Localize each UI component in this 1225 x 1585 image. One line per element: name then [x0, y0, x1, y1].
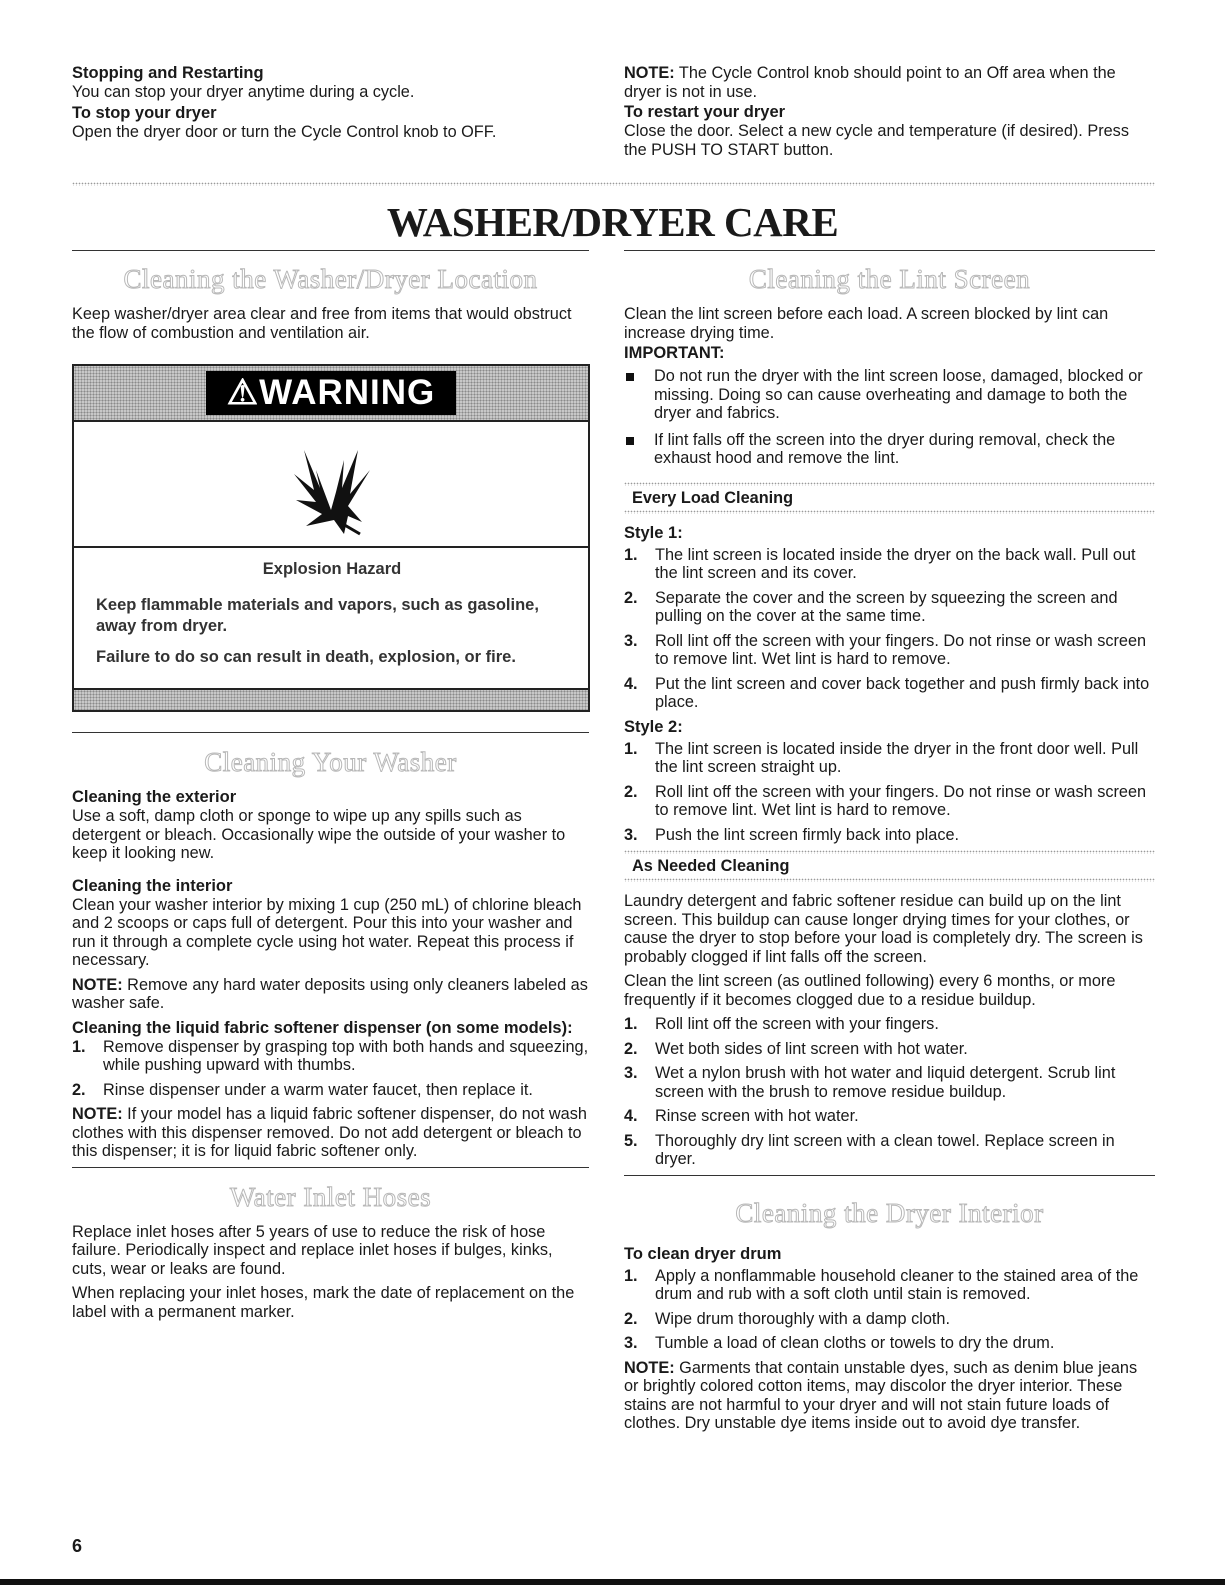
step-text: Rinse dispenser under a warm water faucet, then replace it.: [103, 1080, 533, 1099]
step-number: 1.: [624, 545, 638, 564]
warning-footer: [74, 690, 588, 710]
note-text: Remove any hard water deposits using only cleaners labeled as washer safe.: [72, 975, 588, 1012]
warning-line-2: Failure to do so can result in death, explosion, or fire.: [96, 648, 516, 666]
step-text: Roll lint off the screen with your fingers.: [655, 1015, 939, 1033]
warning-box: [72, 364, 590, 712]
step-text: Wet both sides of lint screen with hot water.: [655, 1039, 968, 1058]
list-item: [624, 1064, 1155, 1101]
step-text: Apply a nonflammable household cleaner to the stained area of the drum and rub with a soft cloth until stain is removed.: [655, 1266, 1139, 1303]
important-label: IMPORTANT:: [624, 344, 725, 362]
drum-steps: [624, 1267, 1155, 1353]
bullet-icon: [626, 437, 634, 445]
step-number: 2.: [624, 782, 638, 801]
step-number: 1.: [624, 739, 638, 758]
every-load-band: [624, 482, 1155, 514]
stopping-heading: Stopping and Restarting: [72, 64, 264, 82]
step-number: 2.: [624, 1309, 638, 1328]
style2-heading: Style 2:: [624, 717, 683, 736]
step-number: 5.: [624, 1131, 638, 1150]
step-number: 4.: [624, 1107, 638, 1125]
list-item: [624, 1132, 1155, 1169]
step-text: Thoroughly dry lint screen with a clean towel. Replace screen in dryer.: [655, 1131, 1115, 1168]
note-label: NOTE:: [624, 1358, 675, 1377]
stopping-section: [72, 64, 592, 147]
list-item: [72, 1038, 589, 1075]
note-label: NOTE:: [624, 64, 675, 82]
list-item: [624, 740, 1155, 777]
hoses-text-1: Replace inlet hoses after 5 years of use to reduce the risk of hose failure. Periodically inspect and replace inlet hoses if bulges, kinks, cuts, wear or leaks are found.: [72, 1222, 553, 1278]
section-rule: [72, 732, 589, 733]
list-item: [624, 546, 1155, 583]
stopping-text: You can stop your dryer anytime during a cycle.: [72, 83, 415, 101]
step-number: 4.: [624, 674, 638, 693]
restart-section: [624, 64, 1154, 165]
step-number: 3.: [624, 631, 638, 650]
step-number: 1.: [624, 1266, 638, 1285]
dispenser-heading: Cleaning the liquid fabric softener dispenser (on some models):: [72, 1018, 573, 1037]
note-label: NOTE:: [72, 1105, 123, 1123]
hazard-title: Explosion Hazard: [262, 560, 402, 578]
note-text: Garments that contain unstable dyes, such as denim blue jeans or brightly colored cotton items, may discolor the dryer interior. These stains are not harmful to your dryer and will not stain future loads of clothes. Dry unstable dye items inside out to avoid dye transfer.: [624, 1358, 1138, 1432]
every-load-heading: Every Load Cleaning: [632, 488, 794, 507]
step-number: 3.: [624, 825, 638, 844]
list-item: [624, 1015, 1155, 1034]
step-text: Wet a nylon brush with hot water and liquid detergent. Scrub lint screen with the brush to remove residue buildup.: [655, 1064, 1116, 1101]
step-text: Put the lint screen and cover back together and push firmly back into place.: [655, 674, 1150, 711]
step-number: 3.: [624, 1334, 638, 1352]
page-title: WASHER/DRYER CARE: [386, 199, 839, 245]
step-number: 2.: [72, 1080, 86, 1099]
hoses-text-2: When replacing your inlet hoses, mark the date of replacement on the label with a permanent marker.: [72, 1284, 575, 1321]
warning-line-1: Keep flammable materials and vapors, such as gasoline, away from dryer.: [96, 596, 539, 635]
note-label: NOTE:: [72, 975, 123, 994]
note-text: If your model has a liquid fabric softener dispenser, do not wash clothes with this dispenser removed. Do not add detergent or bleach to this dispenser; it is for liquid fabric softener only.: [72, 1105, 587, 1160]
step-number: 1.: [72, 1037, 86, 1056]
lint-title: Cleaning the Lint Screen: [748, 264, 1031, 294]
bottom-edge: [0, 1579, 1225, 1585]
as-needed-steps: [624, 1015, 1155, 1169]
to-stop-text: Open the dryer door or turn the Cycle Control knob to OFF.: [72, 122, 497, 141]
to-restart-heading: To restart your dryer: [624, 103, 786, 121]
list-item: [72, 1081, 589, 1100]
exterior-heading: Cleaning the exterior: [72, 788, 237, 806]
list-item: [624, 783, 1155, 820]
washer-title: Cleaning Your Washer: [204, 747, 457, 777]
bullet-text: If lint falls off the screen into the dryer during removal, check the exhaust hood and remove the lint.: [654, 430, 1116, 467]
bullet-text: Do not run the dryer with the lint screen loose, damaged, blocked or missing. Doing so can cause overheating and damage to both the dryer and fabrics.: [654, 367, 1143, 422]
important-bullets: [624, 367, 1155, 468]
note-text: The Cycle Control knob should point to an Off area when the dryer is not in use.: [624, 64, 1116, 101]
bullet-icon: [626, 373, 634, 381]
list-item: [624, 1334, 1155, 1353]
list-item: [624, 632, 1155, 669]
list-item: [624, 367, 1155, 423]
warning-label: ⚠WARNING: [206, 371, 456, 415]
interior-text: Clean your washer interior by mixing 1 cup (250 mL) of chlorine bleach and 2 scoops or caps full of detergent. Pour this into your washer and run it through a complete cycle using hot water. Repeat this process if necessary.: [72, 895, 582, 969]
explosion-icon: [286, 430, 376, 538]
band-top-dots: [624, 482, 1155, 486]
list-item: [624, 1040, 1155, 1059]
step-text: Remove dispenser by grasping top with both hands and squeezing, while pushing upward with thumbs.: [103, 1037, 589, 1074]
location-title: Cleaning the Washer/Dryer Location: [123, 264, 538, 294]
style1-steps: [624, 546, 1155, 712]
step-text: Roll lint off the screen with your fingers. Do not rinse or wash screen to remove lint. Wet lint is hard to remove.: [655, 782, 1147, 819]
top-divider: [72, 182, 1155, 186]
location-text: Keep washer/dryer area clear and free from items that would obstruct the flow of combustion and ventilation air.: [72, 305, 572, 342]
off-note: [624, 64, 1154, 101]
section-rule: [72, 1167, 589, 1168]
style2-steps: [624, 740, 1155, 845]
as-needed-band: [624, 850, 1155, 882]
band-bottom-dots: [624, 878, 1155, 882]
warning-text: [74, 548, 588, 690]
as-needed-text-1: Laundry detergent and fabric softener residue can build up on the lint screen. This buildup can cause longer drying times for your clothes, or cause the dryer to stop before your load is completely dry. The screen is probably clogged if lint falls off the screen.: [624, 892, 1143, 966]
hoses-title: Water Inlet Hoses: [229, 1181, 432, 1212]
page-number: 6: [72, 1536, 83, 1556]
explosion-symbol-area: [74, 420, 588, 548]
as-needed-text-2: Clean the lint screen (as outlined following) every 6 months, or more frequently if it becomes clogged due to a residue buildup.: [624, 972, 1116, 1009]
interior-heading: Cleaning the interior: [72, 876, 233, 895]
step-number: 2.: [624, 588, 638, 607]
style1-heading: Style 1:: [624, 523, 683, 542]
step-text: Rinse screen with hot water.: [655, 1107, 859, 1125]
step-text: Push the lint screen firmly back into place.: [655, 825, 960, 844]
band-top-dots: [624, 850, 1155, 854]
lint-intro: Clean the lint screen before each load. A screen blocked by lint can increase drying time.: [624, 305, 1109, 342]
step-text: Separate the cover and the screen by squeezing the screen and pulling on the cover at the same time.: [655, 588, 1118, 625]
list-item: [624, 826, 1155, 845]
list-item: [624, 1267, 1155, 1304]
list-item: [624, 675, 1155, 712]
list-item: [624, 1310, 1155, 1329]
step-text: Wipe drum thoroughly with a damp cloth.: [655, 1309, 951, 1328]
list-item: [624, 431, 1155, 468]
list-item: [624, 1107, 1155, 1126]
band-bottom-dots: [624, 510, 1155, 514]
to-restart-text: Close the door. Select a new cycle and temperature (if desired). Press the PUSH TO START button.: [624, 122, 1129, 159]
washer-note-2: [72, 1105, 589, 1161]
interior-title: Cleaning the Dryer Interior: [735, 1197, 1044, 1228]
interior-note: [624, 1359, 1155, 1433]
step-text: Roll lint off the screen with your fingers. Do not rinse or wash screen to remove lint. Wet lint is hard to remove.: [655, 631, 1147, 668]
as-needed-heading: As Needed Cleaning: [632, 857, 790, 875]
step-number: 1.: [624, 1015, 638, 1033]
step-text: The lint screen is located inside the dryer in the front door well. Pull the lint screen straight up.: [655, 739, 1139, 776]
drum-heading: To clean dryer drum: [624, 1244, 782, 1263]
exterior-text: Use a soft, damp cloth or sponge to wipe up any spills such as detergent or bleach. Occasionally wipe the outside of your washer to keep it looking new.: [72, 807, 566, 862]
washer-note-1: [72, 976, 589, 1013]
step-text: Tumble a load of clean cloths or towels to dry the drum.: [655, 1334, 1055, 1352]
to-stop-heading: To stop your dryer: [72, 103, 217, 122]
list-item: [624, 589, 1155, 626]
section-rule: [624, 1175, 1155, 1176]
step-number: 2.: [624, 1039, 638, 1058]
warning-header: [74, 366, 588, 420]
step-text: The lint screen is located inside the dryer on the back wall. Pull out the lint screen and its cover.: [655, 545, 1136, 582]
dispenser-steps: [72, 1038, 589, 1100]
step-number: 3.: [624, 1064, 638, 1082]
left-column: [72, 250, 589, 1327]
right-column: [624, 250, 1155, 1439]
